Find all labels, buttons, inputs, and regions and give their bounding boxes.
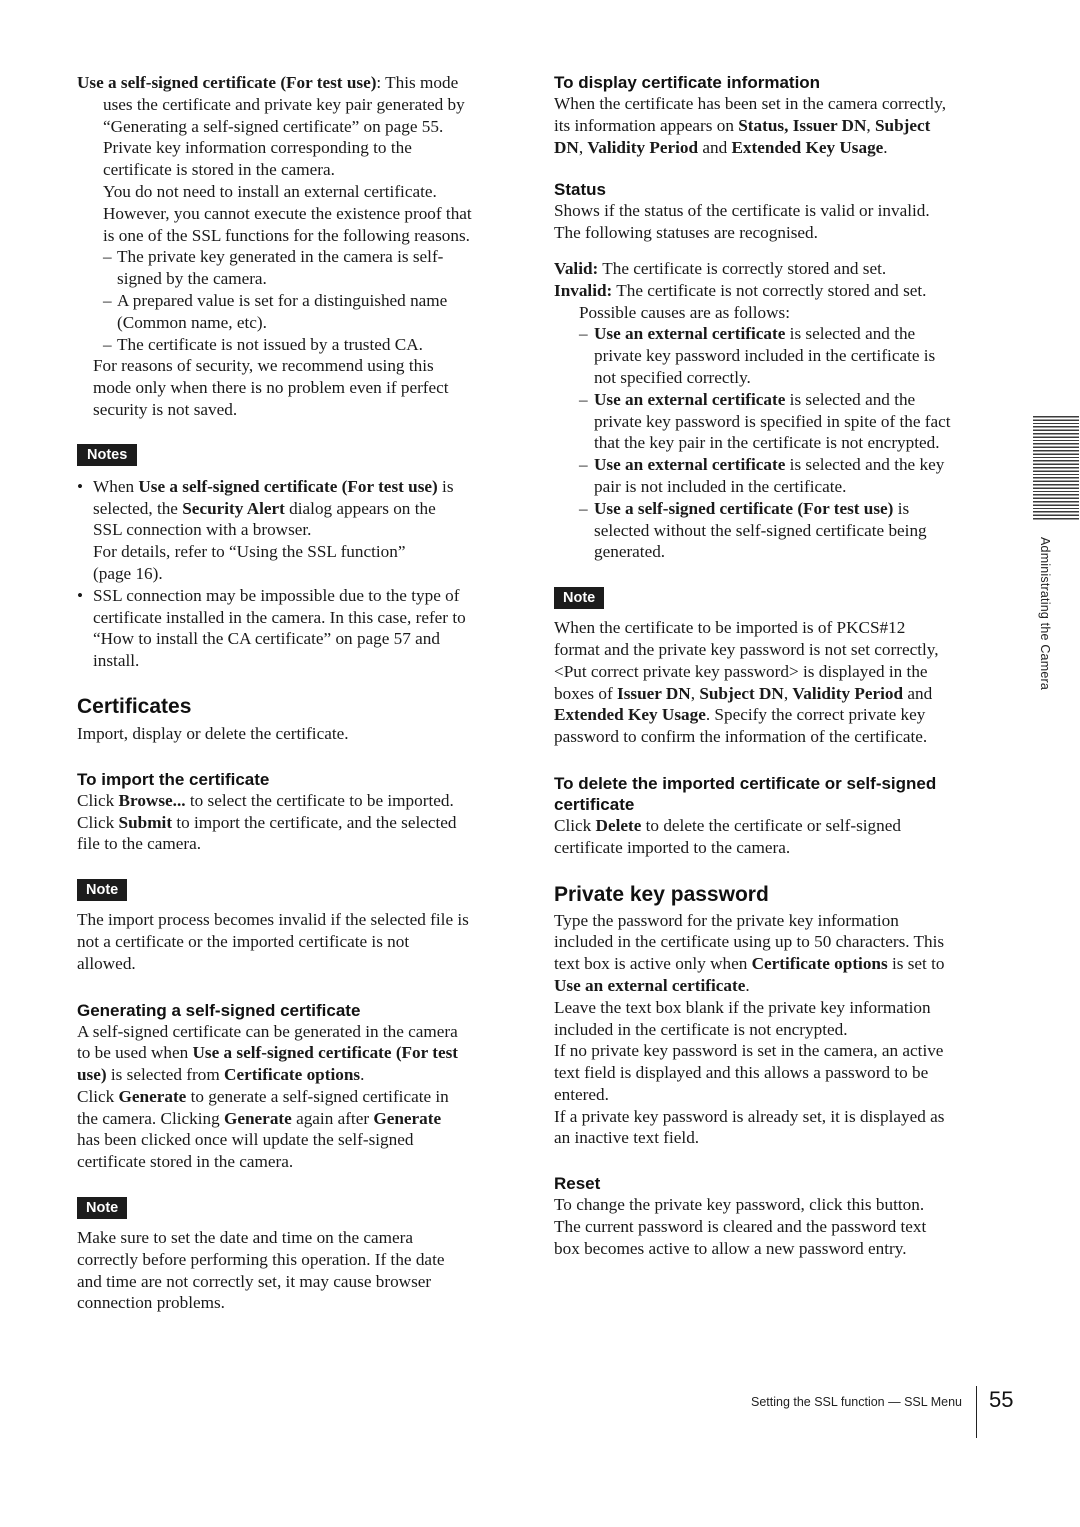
import-heading: To import the certificate	[77, 769, 270, 789]
note-bullet: • SSL connection may be impossible due to the type of	[77, 585, 460, 605]
display-heading: To display certificate information	[554, 73, 821, 92]
status-invalid: Invalid: The certificate is not correctly stored and set.	[554, 280, 927, 300]
reason-list: – The private key generated in the camera is self- signed by the camera. – A prepared value is set for a distinguished name (Common name, etc). – The certificate is not issued by a trusted CA.	[77, 246, 509, 355]
delete-ref: Delete	[595, 815, 642, 835]
cause-item: – Use an external certificate is selected and the	[579, 324, 916, 344]
reset-heading: Reset	[554, 1174, 601, 1194]
footer-section-title: Setting the SSL function — SSL Menu	[750, 1395, 962, 1409]
generate-heading: Generating a self-signed certificate	[77, 1000, 361, 1020]
cause-item: – Use a self-signed certificate (For test use) is	[579, 498, 910, 518]
status-heading: Status	[554, 180, 606, 200]
delete-heading: To delete the imported certificate or self-signed certificate	[554, 773, 937, 814]
footer-divider	[976, 1386, 977, 1438]
notes-list: • When Use a self-signed certificate (For test use) is selected, the Security Alert dialog appears on the SSL connection with a browser. For details, refer to “Using the SSL function” (page 16). • SSL connection may be impossible due to the type of certificate installed in the camera. In this case, refer to “How to install the CA certificate” on page 57 and install.	[77, 476, 509, 672]
page-number: 55	[989, 1387, 1014, 1412]
submit-ref: Submit	[118, 812, 173, 832]
section-thumb-tab	[1033, 416, 1079, 520]
note-datetime: Make sure to set the date and time on the camera correctly before performing this operation. If the date and time are not correctly set, it may cause browser connection problems.	[77, 1228, 445, 1313]
notes-badge: Notes	[77, 444, 137, 466]
causes-list: – Use an external certificate is selected and the private key password included in the certificate is not specified correctly. – Use an external certificate is selected and the private key password is specified in spite of the fact that the key pair in the certificate is not encrypted. – Use an external certificate is selected and the key pair is not included in the certificate. – Use a self-signed certificate (For test use) is selected without the self-signed certificate being generated.	[554, 323, 979, 563]
right-column: To display certificate information When the certificate has been set in the camera correctly, its information appears on Status, Issuer DN, Subject DN, Validity Period and Extended Key Usage. Status Shows if the status of the certificate is valid or invalid. The following statuses are recognised. Valid: The certificate is correctly stored and set. Invalid: The certificate is not correctly stored and set. Possible causes are as follows: – Use an external certificate is selected and the private key password included in the certificate is not specified correctly. – Use an external certificate is selected and the private key password is specified in spite of the fact that the key pair in the certificate is not encrypted. – Use an external certificate is selected and the key pair is not included in the certificate. – Use a self-signed certificate (For test use) is selected without the self-signed certificate being generated. Note When the certificate to be imported is of PKCS#12 format and the private key password is not set correctly, <Put correct private key password> is displayed in the boxes of Issuer DN, Subject DN, Validity Period and Extended Key Usage. Specify the correct private key password to confirm the information of the certificate. To delete the imported certificate or self-signed certificate Click Delete to delete the certificate or self-signed certificate imported to the camera. Private key password Type the password for the private key information included in the certificate using up to 50 characters. This text box is active only when Certificate options is set to Use an external certificate. Leave the text box blank if the private key information included in the certificate is not encrypted. If no private key password is set in the camera, an active text field is displayed and this allows a password to be entered. If a private key password is already set, it is displayed as an inactive text field. Reset To change the private key password, click this button. The current password is cleared and the password text box becomes active to allow a new password entry.	[554, 72, 979, 1260]
cause-item: – Use an external certificate is selected and the	[579, 389, 916, 409]
reason-item: – The certificate is not issued by a trusted CA.	[103, 334, 423, 354]
selfsigned-def-line1: Use a self-signed certificate (For test use): This mode	[77, 73, 459, 92]
note-badge: Note	[77, 1197, 127, 1219]
note-badge: Note	[554, 587, 604, 609]
reason-item: – A prepared value is set for a distinguished name	[103, 290, 448, 310]
private-key-heading: Private key password	[554, 882, 769, 906]
note-import: The import process becomes invalid if the selected file is not a certificate or the imported certificate is not allowed.	[77, 910, 469, 973]
certificates-heading: Certificates	[77, 694, 192, 718]
section-side-label: Administrating the Camera	[1038, 537, 1052, 690]
status-valid: Valid: The certificate is correctly stored and set.	[554, 258, 887, 278]
browse-ref: Browse...	[118, 790, 186, 810]
reason-item: – The private key generated in the camera is self-	[103, 247, 444, 267]
note-bullet: • When Use a self-signed certificate (For test use) is	[77, 476, 454, 496]
left-column: Use a self-signed certificate (For test use): This mode uses the certificate and private key pair generated by “Generating a self-signed certificate” on page 55. Private key information corresponding to the certificate is stored in the camera. You do not need to install an external certificate. However, you cannot execute the existence proof that is one of the SSL functions for the following reasons. – The private key generated in the camera is self- signed by the camera. – A prepared value is set for a distinguished name (Common name, etc). – The certificate is not issued by a trusted CA. For reasons of security, we recommend using this mode only when there is no problem even if perfect security is not saved. Notes • When Use a self-signed certificate (For test use) is selected, the Security Alert dialog appears on the SSL connection with a browser. For details, refer to “Using the SSL function” (page 16). • SSL connection may be impossible due to the type of certificate installed in the camera. In this case, refer to “How to install the CA certificate” on page 57 and install. Certificates Import, display or delete the certificate. To import the certificate Click Browse... to select the certificate to be imported. Click Submit to import the certificate, and the selected file to the camera. Note The import process becomes invalid if the selected file is not a certificate or the imported certificate is not allowed. Generating a self-signed certificate A self-signed certificate can be generated in the camera to be used when Use a self-signed certificate (For test use) is selected from Certificate options. Click Generate to generate a self-signed certificate in the camera. Clicking Generate again after Generate has been clicked once will update the self-signed certificate stored in the camera. Note Make sure to set the date and time on the camera correctly before performing this operation. If the date and time are not correctly set, it may cause browser connection problems.	[77, 72, 509, 1314]
cause-item: – Use an external certificate is selected and the key	[579, 455, 945, 475]
note-badge: Note	[77, 879, 127, 901]
note-pkcs12: When the certificate to be imported is of PKCS#12 format and the private key password is not set correctly, <Put correct private key password> is displayed in the boxes of Issuer DN, Subject DN, Validity Period and Extended Key Usage. Specify the correct private key password to confirm the information of the certificate.	[554, 618, 939, 747]
